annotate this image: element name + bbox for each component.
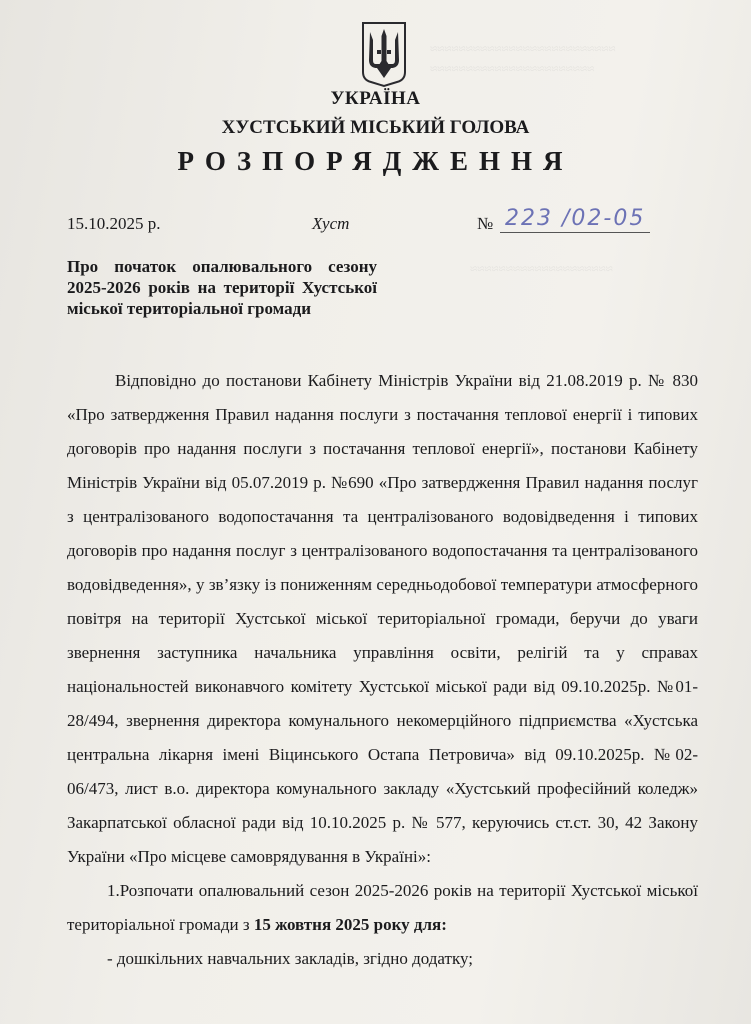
document-type-title: РОЗПОРЯДЖЕННЯ: [177, 146, 574, 176]
document-body: [67, 364, 698, 976]
bleed-through-text: ≈≈≈≈≈≈≈≈≈≈≈≈≈≈≈≈≈≈≈≈≈≈≈: [430, 61, 595, 76]
bleed-through-text: ≈≈≈≈≈≈≈≈≈≈≈≈≈≈≈≈≈≈≈≈≈≈≈≈≈≈: [430, 41, 616, 56]
item-2-paragraph: - дошкільних навчальних закладів, згідно додатку;: [107, 949, 473, 968]
number-underline: [500, 232, 650, 233]
bleed-through-text: ≈≈≈≈≈≈≈≈≈≈≈≈≈≈≈≈≈≈≈≈: [470, 261, 613, 276]
item-1-text: 1.Розпочати опалювальний сезон 2025-2026 років на території Хустської міської територіальної громади з: [67, 881, 698, 934]
document-number-handwritten: 223 /02-05: [505, 206, 646, 231]
office-heading: ХУСТСЬКИЙ МІСЬКИЙ ГОЛОВА: [221, 117, 530, 138]
item-1-paragraph: [67, 874, 698, 942]
document-subject: Про початок опалювального сезону 2025-2026 років на території Хустської міської територіальної громади: [67, 257, 377, 318]
document-city: Хуст: [312, 214, 350, 233]
document-date: 15.10.2025 р.: [67, 214, 161, 233]
country-heading: УКРАЇНА: [330, 88, 421, 109]
trident-emblem-icon: [360, 20, 408, 88]
preamble-paragraph: Відповідно до постанови Кабінету Міністрів України від 21.08.2019 р. № 830 «Про затвердження Правил надання послуги з постачання теплової енергії і типових договорів про надання послуги з постачання теплової енергії», постанови Кабінету Міністрів України від 05.07.2019 р. №690 «Про затвердження Правил надання послуг з централізованого водопостачання та централізованого водовідведення і типових договорів про надання послуг з централізованого водопостачання та централізованого водовідведення», у зв’язку із пониженням середньодобової температури атмосферного повітря на території Хустської міської територіальної громади, беручи до уваги звернення заступника начальника управління освіти, релігій та у справах національностей виконавчого комітету Хустської міської ради від 09.10.2025р. №01-28/494, звернення директора комунального некомерційного підприємства «Хустська центральна лікарня імені Віцинського Остапа Петровича» від 09.10.2025р. №02-06/473, лист в.о. директора комунального закладу «Хустський професійний коледж» Закарпатської обласної ради від 10.10.2025 р. № 577, керуючись ст.ст. 30, 42 Закону України «Про місцеве самоврядування в Україні»:: [67, 371, 698, 866]
document-number-label: №: [477, 214, 494, 233]
item-1-bold-date: 15 жовтня 2025 року для:: [253, 915, 447, 934]
